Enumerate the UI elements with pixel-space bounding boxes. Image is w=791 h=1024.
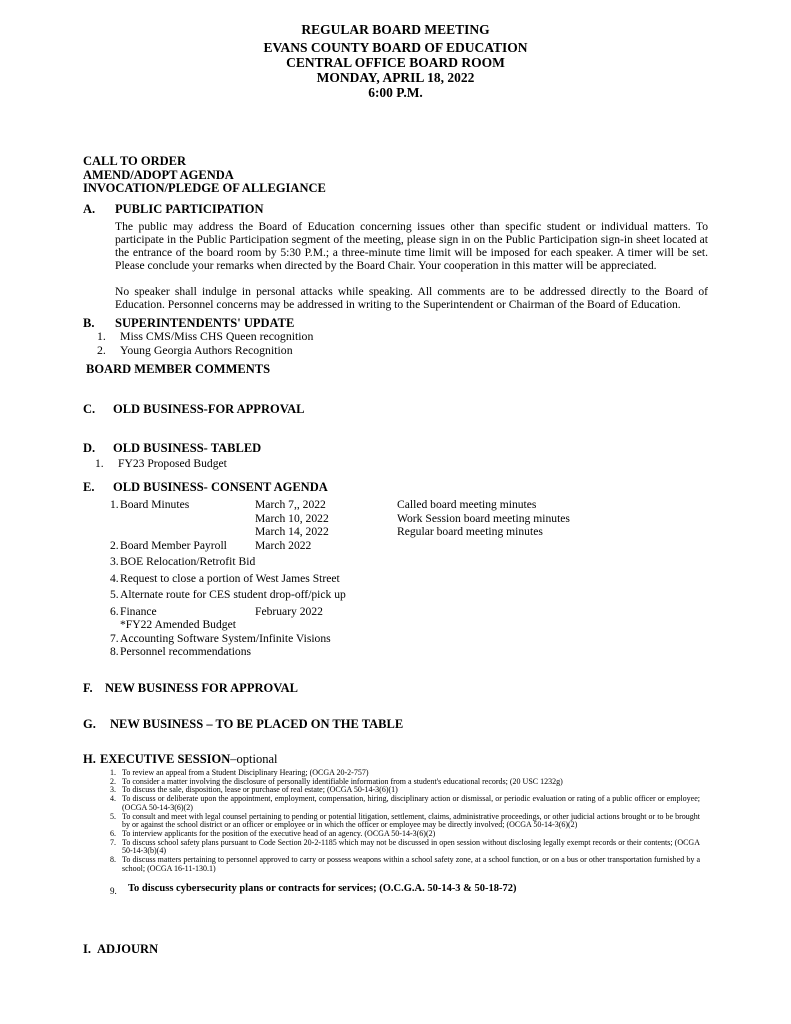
row-label: *FY22 Amended Budget	[120, 618, 236, 631]
item-number: 9.	[110, 886, 117, 897]
item-text: To consider a matter involving the disclosure of personally identifiable information from a student's educational records; (20 USC 1232g)	[122, 776, 563, 786]
list-item	[95, 457, 708, 471]
section-letter: B.	[83, 316, 95, 330]
section-title: ADJOURN	[97, 942, 159, 956]
organization-name: EVANS COUNTY BOARD OF EDUCATION	[263, 40, 528, 55]
consent-row	[110, 572, 708, 586]
row-label: Board Minutes	[120, 498, 190, 511]
section-old-business-approval	[83, 402, 708, 416]
list-item	[97, 330, 708, 344]
preamble-block	[83, 155, 326, 196]
section-title: EXECUTIVE SESSION	[100, 752, 231, 766]
row-date: February 2022	[255, 604, 323, 618]
section-public-participation	[83, 202, 708, 311]
section-letter: I.	[83, 942, 91, 956]
section-title: PUBLIC PARTICIPATION	[115, 202, 264, 216]
item-text: FY23 Proposed Budget	[118, 457, 227, 470]
meeting-title: REGULAR BOARD MEETING	[301, 22, 490, 37]
consent-row	[110, 498, 708, 512]
meeting-location: CENTRAL OFFICE BOARD ROOM	[286, 55, 505, 70]
section-heading	[83, 480, 708, 494]
row-date	[255, 632, 397, 646]
item-text: To interview applicants for the position of the executive head of an agency. (OCGA 50-14-3(6)(2)	[122, 828, 436, 838]
row-description: Called board meeting minutes	[397, 498, 537, 511]
row-number	[110, 512, 120, 526]
section-heading	[83, 681, 708, 695]
row-date: March 14, 2022	[255, 525, 329, 538]
consent-agenda-rows	[83, 498, 708, 659]
section-title: SUPERINTENDENTS' UPDATE	[115, 316, 295, 330]
section-title: OLD BUSINESS- CONSENT AGENDA	[113, 480, 328, 494]
row-label	[120, 525, 255, 539]
row-number: 1.	[110, 498, 119, 511]
list-item	[97, 344, 708, 358]
row-label: BOE Relocation/Retrofit Bid	[120, 555, 256, 568]
item-text: To discuss the sale, disposition, lease or purchase of real estate; (OCGA 50-14-3(6)(1)	[122, 785, 398, 795]
consent-row	[110, 512, 708, 526]
item-number: 1.	[97, 329, 106, 343]
row-number: 6.	[110, 604, 119, 618]
row-number: 7.	[110, 631, 119, 645]
call-to-order: CALL TO ORDER	[83, 154, 187, 168]
section-heading	[83, 441, 708, 455]
item-text: Young Georgia Authors Recognition	[120, 342, 293, 357]
section-new-business-approval	[83, 681, 708, 695]
section-letter: E.	[83, 480, 95, 494]
item-number: 5.	[110, 811, 116, 821]
item-text: Miss CMS/Miss CHS Queen recognition	[120, 329, 314, 343]
row-description: Regular board meeting minutes	[397, 525, 543, 538]
row-label: Request to close a portion of West James Street	[120, 571, 340, 585]
section-old-business-tabled	[83, 441, 708, 471]
section-adjourn	[83, 942, 708, 956]
section-letter: C.	[83, 402, 96, 416]
section-letter: G.	[83, 717, 96, 731]
meeting-time: 6:00 P.M.	[368, 85, 423, 100]
section-heading	[83, 752, 708, 766]
section-heading	[83, 942, 708, 956]
section-heading	[83, 402, 708, 416]
executive-session-item	[110, 856, 708, 873]
item-number: 6.	[110, 828, 116, 838]
section-heading	[83, 202, 708, 216]
row-number: 2.	[110, 538, 119, 552]
item-text: To discuss school safety plans pursuant to Code Section 20-2-1185 which may not be discussed in open session without disclosing legally exempt records or their contents; (OCGA 50-14-3(b)(4)	[122, 837, 700, 856]
consent-row	[110, 605, 708, 619]
row-number	[110, 618, 120, 632]
consent-row	[110, 618, 708, 632]
row-label: Alternate route for CES student drop-off/pick up	[120, 588, 346, 601]
section-consent-agenda	[83, 480, 708, 659]
consent-row	[110, 632, 708, 646]
row-description: Work Session board meeting minutes	[397, 511, 570, 525]
public-participation-paragraph: No speaker shall indulge in personal attacks while speaking. All comments are to be addressed directly to the Board of Education. Personnel concerns may be addressed in writing to the Superintendent or Chairman of the Board of Education.	[115, 285, 708, 311]
invocation-pledge: INVOCATION/PLEDGE OF ALLEGIANCE	[83, 181, 326, 195]
meeting-date: MONDAY, APRIL 18, 2022	[316, 70, 475, 85]
document-header	[0, 22, 791, 100]
item-number: 2.	[97, 342, 106, 357]
row-date	[255, 588, 397, 602]
item-text: To discuss or deliberate upon the appointment, employment, compensation, hiring, disciplinary action or dismissal, or periodic evaluation or rating of a public officer or employee; (OCGA 50-14-3(6)(2)	[122, 794, 700, 812]
item-text: To discuss matters pertaining to personnel approved to carry or possess weapons within a school safety zone, at a school function, or on a bus or other transportation furnished by a school; (OCGA 16-11-130.1)	[122, 855, 700, 873]
row-date: March 2022	[255, 538, 312, 552]
amend-adopt-agenda: AMEND/ADOPT AGENDA	[83, 167, 234, 182]
public-participation-paragraph: The public may address the Board of Education concerning issues other than specific student or individual matters. To participate in the Public Participation segment of the meeting, please sign in on the Public Participation sign-in sheet located at the entrance of the board room by 5:30 P.M.; a three-minute time limit will be imposed for each speaker. A timer will be set. Please conclude your remarks when directed by the Board Chair. Your cooperation in this matter will be appreciated.	[115, 220, 708, 272]
consent-row	[110, 588, 708, 602]
item-number: 1.	[95, 457, 104, 470]
executive-session-item	[110, 839, 708, 856]
item-number: 8.	[110, 855, 116, 865]
consent-row	[110, 539, 708, 553]
section-letter: D.	[83, 441, 96, 455]
row-label: Finance	[120, 604, 157, 618]
section-letter: H.	[83, 752, 96, 766]
section-title: OLD BUSINESS-FOR APPROVAL	[113, 402, 305, 416]
section-letter: F.	[83, 681, 93, 695]
item-number: 7.	[110, 837, 116, 847]
row-number: 3.	[110, 555, 119, 568]
item-text: To discuss cybersecurity plans or contracts for services; (O.C.G.A. 50-14-3 & 50-18-72)	[128, 883, 517, 895]
section-superintendents-update	[83, 316, 708, 357]
item-number: 3.	[110, 785, 116, 795]
row-date: March 7,, 2022	[255, 498, 326, 511]
item-number: 1.	[110, 768, 116, 777]
item-number: 2.	[110, 776, 116, 786]
executive-session-item	[110, 795, 708, 812]
consent-row	[110, 645, 708, 659]
row-date: March 10, 2022	[255, 511, 329, 525]
row-number: 5.	[110, 588, 119, 601]
item-text: To consult and meet with legal counsel pertaining to pending or potential litigation, settlement, claims, administrative proceedings, or other judicial actions brought or to be brought by or against the school district or an officer or employee or in which the officer or employee may be directly involved; (OCGA 50-14-3(6)(2)	[122, 811, 700, 830]
row-number	[110, 525, 120, 539]
board-member-comments-heading: BOARD MEMBER COMMENTS	[86, 362, 271, 376]
row-label	[120, 512, 255, 526]
section-heading	[83, 316, 708, 330]
section-title-suffix: –optional	[230, 752, 278, 766]
row-date	[255, 555, 397, 569]
section-letter: A.	[83, 202, 96, 216]
consent-row	[110, 525, 708, 539]
item-number: 4.	[110, 794, 116, 804]
executive-session-item-9	[110, 883, 708, 897]
row-label: Personnel recommendations	[120, 645, 252, 658]
row-label: Accounting Software System/Infinite Visions	[120, 631, 331, 645]
row-date	[255, 645, 397, 659]
executive-session-items	[110, 769, 708, 873]
row-label: Board Member Payroll	[120, 538, 227, 552]
item-text: To review an appeal from a Student Disciplinary Hearing; (OCGA 20-2-757)	[122, 768, 369, 777]
section-title: NEW BUSINESS – TO BE PLACED ON THE TABLE	[110, 717, 404, 731]
section-new-business-table	[83, 717, 708, 731]
row-date	[255, 572, 397, 586]
row-date	[255, 618, 397, 632]
section-title: OLD BUSINESS- TABLED	[113, 441, 262, 455]
row-number: 4.	[110, 571, 119, 585]
row-number: 8.	[110, 645, 119, 658]
section-executive-session	[83, 752, 708, 897]
section-heading	[83, 717, 708, 731]
consent-row	[110, 555, 708, 569]
executive-session-item	[110, 813, 708, 830]
section-title: NEW BUSINESS FOR APPROVAL	[105, 681, 298, 695]
